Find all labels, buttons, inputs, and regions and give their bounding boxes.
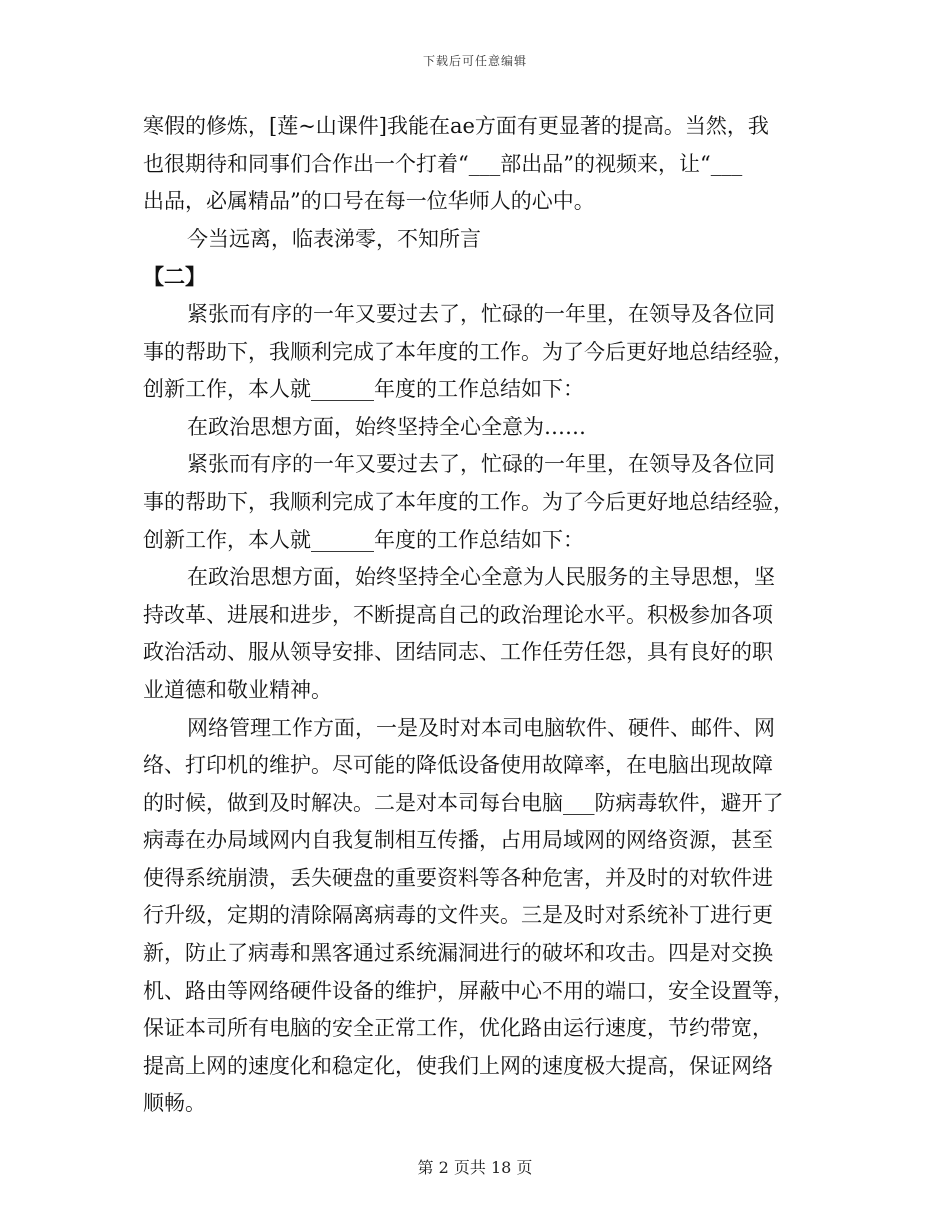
text-line: 业道德和敬业精神。 [143, 677, 332, 702]
text-line: 络、打印机的维护。尽可能的降低设备使用故障率，在电脑出现故障 [143, 753, 773, 778]
text-line: 在政治思想方面，始终坚持全心全意为…… [187, 414, 586, 439]
text-line: 新，防止了病毒和黑客通过系统漏洞进行的破坏和攻击。四是对交换 [143, 941, 773, 966]
text-line: 事的帮助下，我顺利完成了本年度的工作。为了今后更好地总结经验， [143, 489, 794, 514]
text-line: 在政治思想方面，始终坚持全心全意为人民服务的主导思想，坚 [187, 565, 775, 590]
section-heading: 【二】 [143, 264, 206, 290]
text-line: 的时候，做到及时解决。二是对本司每台电脑___防病毒软件，避开了 [143, 790, 784, 815]
text-line: 出品，必属精品”的口号在每一位华师人的心中。 [143, 189, 595, 214]
text-line: 创新工作，本人就______年度的工作总结如下： [143, 527, 584, 552]
text-line: 行升级，定期的清除隔离病毒的文件夹。三是及时对系统补丁进行更 [143, 903, 773, 928]
page-header: 下载后可任意编辑 [422, 54, 527, 68]
text-line: 政治活动、服从领导安排、团结同志、工作任劳任怨，具有良好的职 [143, 640, 773, 665]
page-footer: 第 2 页共 18 页 [417, 1158, 533, 1177]
text-line: 机、路由等网络硬件设备的维护，屏蔽中心不用的端口，安全设置等， [143, 978, 794, 1003]
text-line: 提高上网的速度化和稳定化，使我们上网的速度极大提高，保证网络 [143, 1053, 773, 1078]
text-line: 创新工作，本人就______年度的工作总结如下： [143, 377, 584, 402]
text-line: 事的帮助下，我顺利完成了本年度的工作。为了今后更好地总结经验， [143, 339, 794, 364]
text-line: 网络管理工作方面，一是及时对本司电脑软件、硬件、邮件、网 [187, 715, 775, 740]
text-line: 寒假的修炼，[莲~山课件]我能在ae方面有更显著的提高。当然，我 [143, 114, 769, 138]
text-line: 保证本司所有电脑的安全正常工作，优化路由运行速度，节约带宽， [143, 1016, 773, 1041]
text-line: 顺畅。 [143, 1091, 206, 1116]
text-line: 紧张而有序的一年又要过去了，忙碌的一年里，在领导及各位同 [187, 301, 775, 326]
text-line: 使得系统崩溃，丢失硬盘的重要资料等各种危害，并及时的对软件进 [143, 865, 773, 890]
text-line: 持改革、进展和进步，不断提高自己的政治理论水平。积极参加各项 [143, 602, 773, 627]
text-line: 病毒在办局域网内自我复制相互传播，占用局域网的网络资源，甚至 [143, 828, 773, 853]
text-line: 也很期待和同事们合作出一个打着“___部出品”的视频来，让“___ [143, 151, 743, 176]
document-body [143, 108, 808, 1123]
text-line: 紧张而有序的一年又要过去了，忙碌的一年里，在领导及各位同 [187, 452, 775, 477]
text-line: 今当远离，临表涕零，不知所言 [187, 226, 481, 251]
